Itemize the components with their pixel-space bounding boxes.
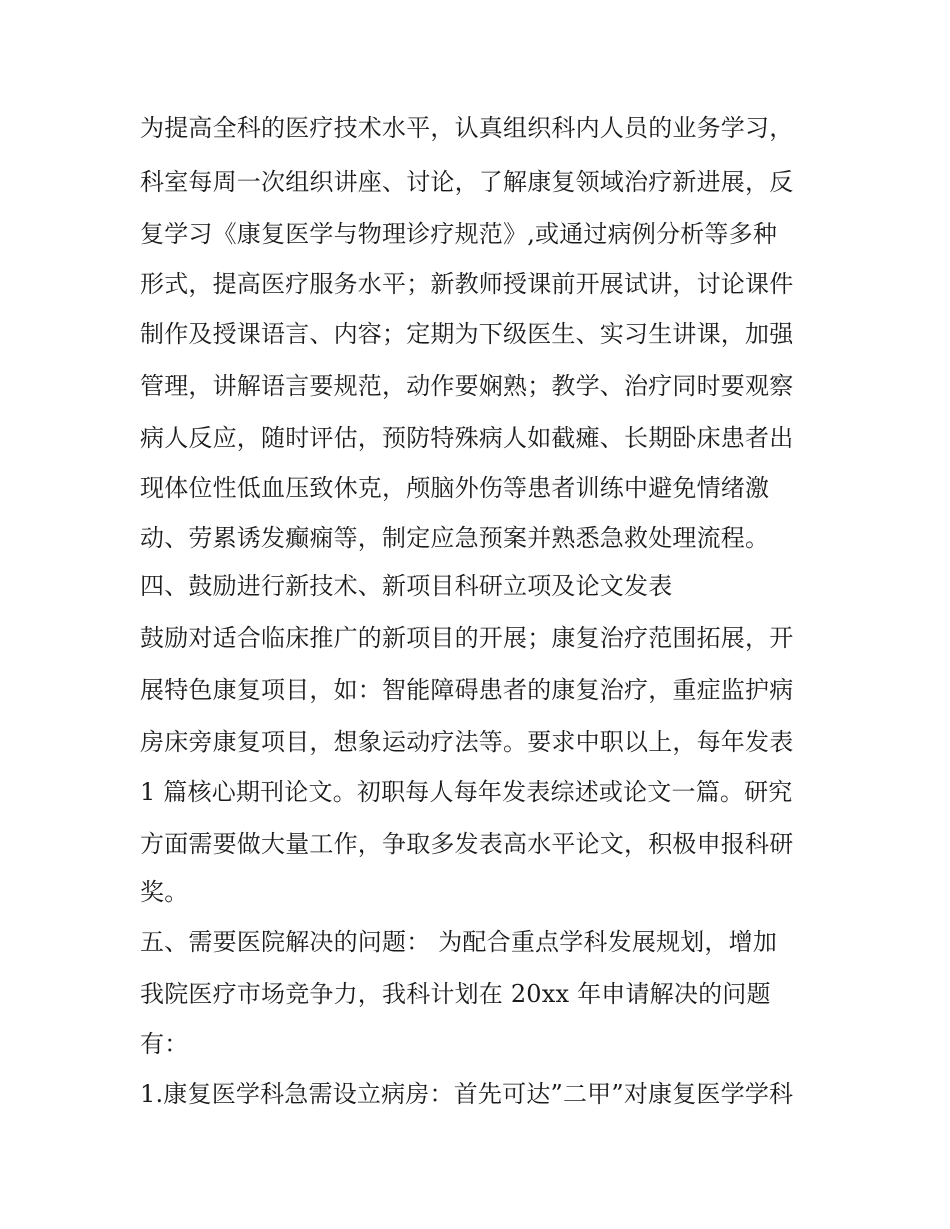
paragraph-line: 为提高全科的医疗技术水平，认真组织科内人员的业务学习，	[140, 114, 794, 142]
paragraph-line: 科室每周一次组织讲座、讨论，了解康复领域治疗新进展，反	[140, 168, 794, 196]
paragraph-line: 方面需要做大量工作，争取多发表高水平论文，积极申报科研	[140, 830, 794, 858]
section-heading: 四、鼓励进行新技术、新项目科研立项及论文发表	[140, 572, 673, 600]
paragraph-line: 奖。	[140, 878, 189, 906]
paragraph-line: 病人反应，随时评估，预防特殊病人如截瘫、长期卧床患者出	[140, 424, 794, 452]
paragraph-line: 制作及授课语言、内容；定期为下级医生、实习生讲课，加强	[140, 320, 794, 348]
paragraph-line: 有：	[140, 1030, 189, 1058]
paragraph-line: 展特色康复项目，如：智能障碍患者的康复治疗，重症监护病	[140, 676, 794, 704]
paragraph-line: 形式，提高医疗服务水平；新教师授课前开展试讲，讨论课件	[140, 270, 794, 298]
paragraph-line: 现体位性低血压致休克，颅脑外伤等患者训练中避免情绪激	[140, 474, 770, 502]
paragraph-line: 管理，讲解语言要规范，动作要娴熟；教学、治疗同时要观察	[140, 372, 794, 400]
section-heading: 五、需要医院解决的问题： 为配合重点学科发展规划，增加	[140, 928, 778, 956]
paragraph-line: 1 篇核心期刊论文。初职每人每年发表综述或论文一篇。研究	[140, 778, 793, 806]
paragraph-line: 动、劳累诱发癫痫等，制定应急预案并熟悉急救处理流程。	[140, 524, 770, 552]
paragraph-line: 我院医疗市场竞争力，我科计划在 20xx 年申请解决的问题	[140, 980, 771, 1008]
paragraph-line: 房床旁康复项目，想象运动疗法等。要求中职以上，每年发表	[140, 728, 794, 756]
list-item: 1.康复医学科急需设立病房：首先可达”二甲”对康复医学学科	[140, 1080, 794, 1108]
paragraph-line: 复学习《康复医学与物理诊疗规范》,或通过病例分析等多种	[140, 220, 778, 248]
paragraph-line: 鼓励对适合临床推广的新项目的开展；康复治疗范围拓展，开	[140, 624, 794, 652]
